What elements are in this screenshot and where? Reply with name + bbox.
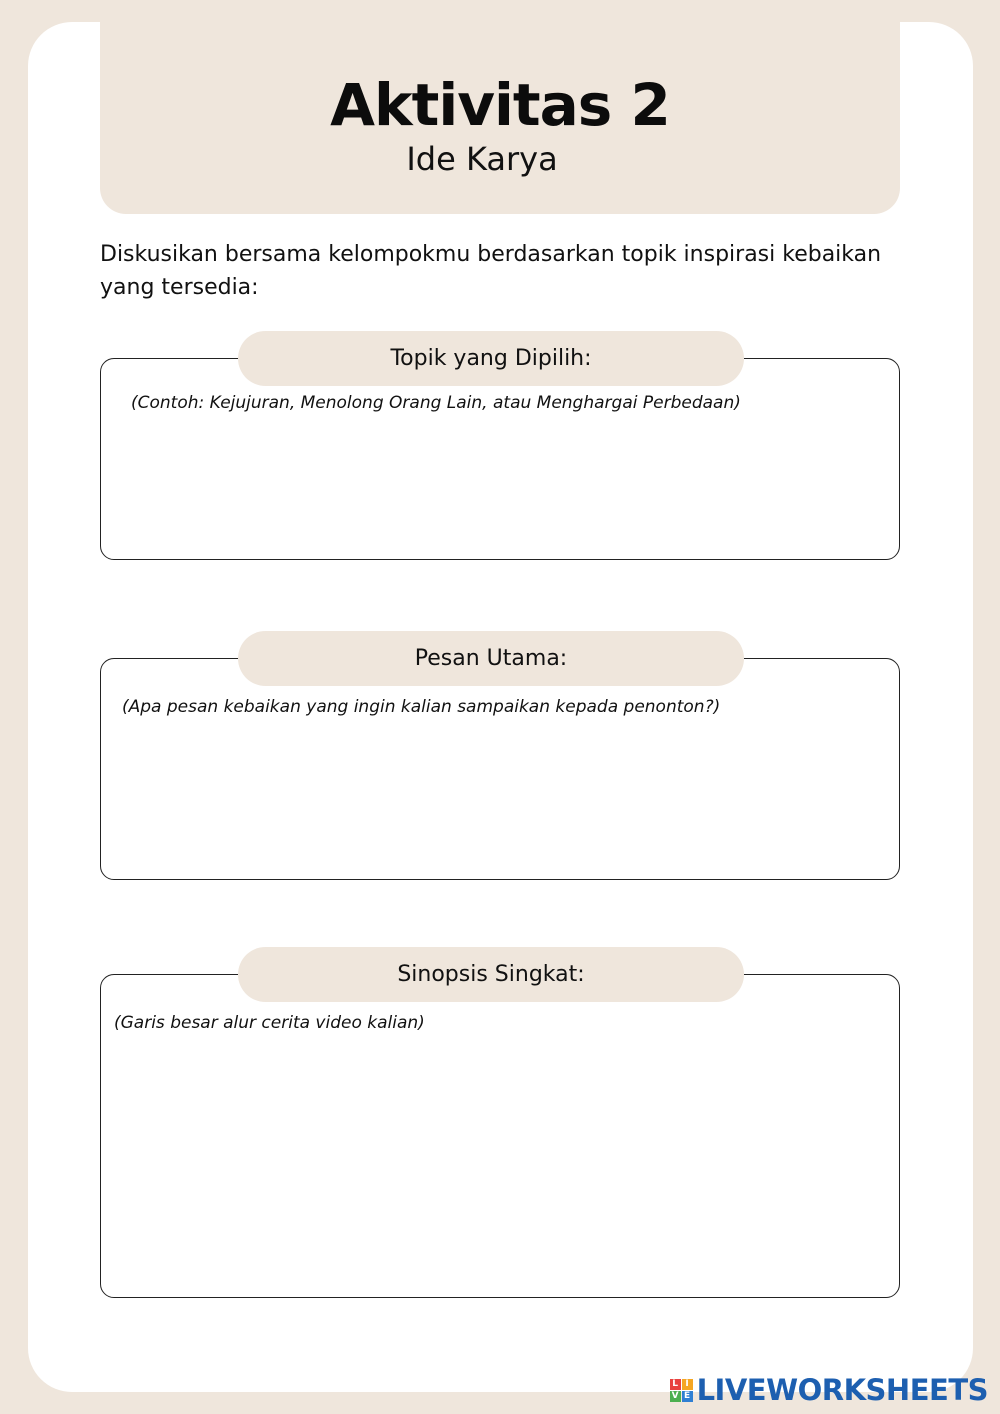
logo-letter: E [682,1391,693,1402]
message-hint: (Apa pesan kebaikan yang ingin kalian sampaikan kepada penonton?) [122,697,721,717]
topic-hint: (Contoh: Kejujuran, Menolong Orang Lain, atau Menghargai Perbedaan) [131,393,741,413]
message-answer-box[interactable] [100,658,900,880]
liveworksheets-logo-icon [670,1379,693,1402]
instruction-text: Diskusikan bersama kelompokmu berdasarkan topik inspirasi kebaikan yang tersedia: [100,242,882,300]
section-label-message: Pesan Utama: [238,631,744,686]
section-label-topic: Topik yang Dipilih: [238,331,744,386]
section-label-synopsis: Sinopsis Singkat: [238,947,744,1002]
topic-answer-box[interactable] [100,358,900,560]
liveworksheets-wordmark: LIVEWORKSHEETS [696,1373,988,1407]
logo-letter: L [670,1379,681,1390]
synopsis-hint: (Garis besar alur cerita video kalian) [114,1013,425,1033]
logo-letter: I [682,1379,693,1390]
logo-letter: V [670,1391,681,1402]
page-subtitle: Ide Karya [406,140,558,178]
liveworksheets-brand [670,1372,988,1408]
page-title: Aktivitas 2 [330,71,670,139]
